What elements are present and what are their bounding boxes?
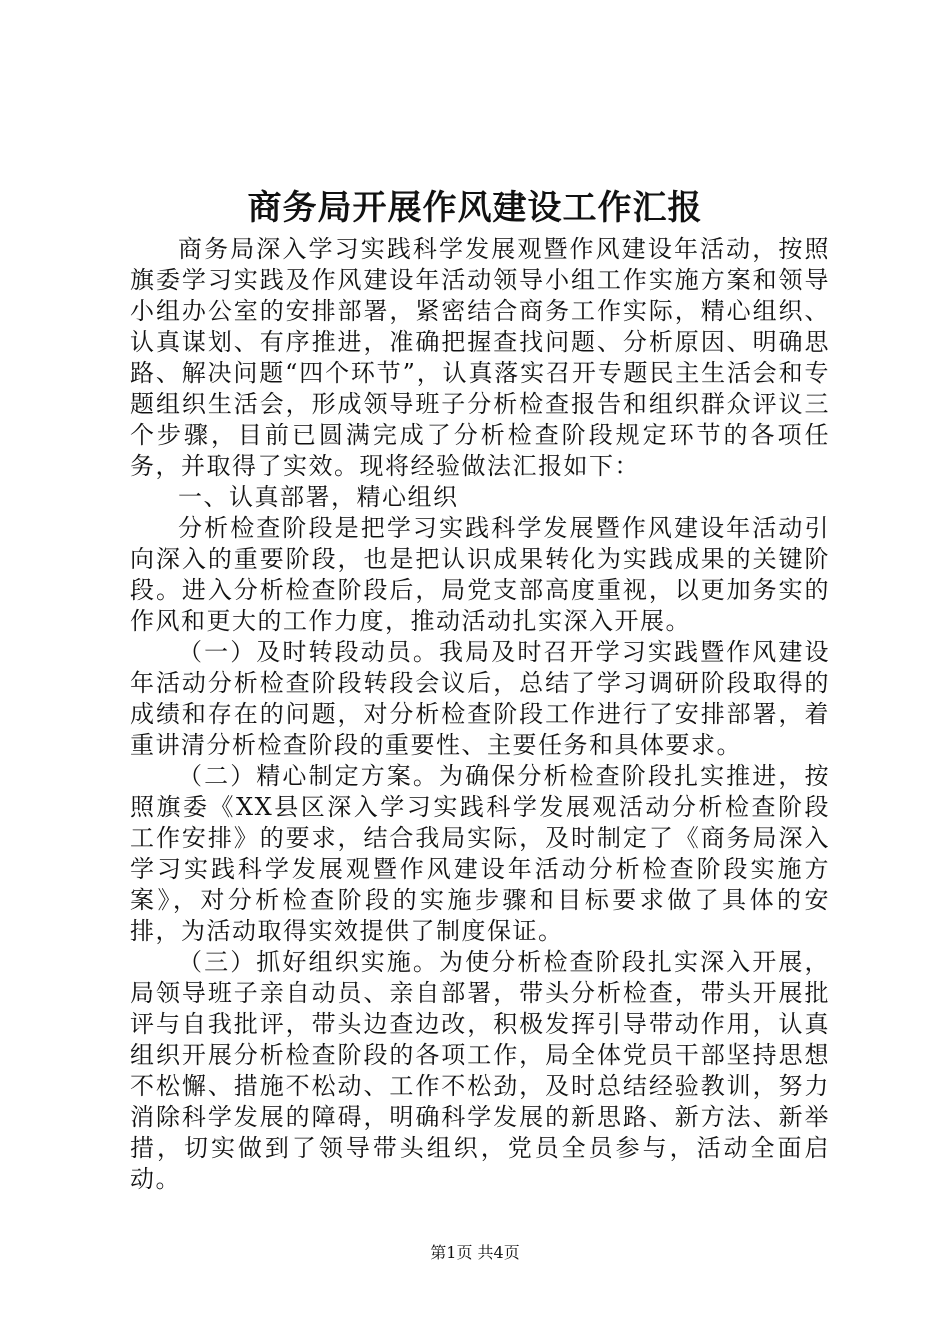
document-body — [130, 234, 830, 1195]
page-footer: 第1页 共4页 — [430, 1243, 520, 1262]
paragraph-item-1: （一）及时转段动员。我局及时召开学习实践暨作风建设年活动分析检查阶段转段会议后，总结了学习调研阶段取得的成绩和存在的问题，对分析检查阶段工作进行了安排部署，着重讲清分析检查阶段的重要性、主要任务和具体要求。 — [130, 638, 830, 759]
paragraph-item-2: （二）精心制定方案。为确保分析检查阶段扎实推进，按照旗委《XX县区深入学习实践科学发展观活动分析检查阶段工作安排》的要求，结合我局实际，及时制定了《商务局深入学习实践科学发展观暨作风建设年活动分析检查阶段实施方案》，对分析检查阶段的实施步骤和目标要求做了具体的安排，为活动取得实效提供了制度保证。 — [130, 762, 830, 945]
paragraph-section-1: 分析检查阶段是把学习实践科学发展暨作风建设年活动引向深入的重要阶段，也是把认识成果转化为实践成果的关键阶段。进入分析检查阶段后，局党支部高度重视，以更加务实的作风和更大的工作力度，推动活动扎实深入开展。 — [130, 514, 830, 635]
paragraph-intro: 商务局深入学习实践科学发展观暨作风建设年活动，按照旗委学习实践及作风建设年活动领导小组工作实施方案和领导小组办公室的安排部署，紧密结合商务工作实际，精心组织、认真谋划、有序推进，准确把握查找问题、分析原因、明确思路、解决问题“四个环节”，认真落实召开专题民主生活会和专题组织生活会，形成领导班子分析检查报告和组织群众评议三个步骤，目前已圆满完成了分析检查阶段规定环节的各项任务，并取得了实效。现将经验做法汇报如下： — [130, 235, 830, 480]
paragraph-item-3: （三）抓好组织实施。为使分析检查阶段扎实深入开展，局领导班子亲自动员、亲自部署，带头分析检查，带头开展批评与自我批评，带头边查边改，积极发挥引导带动作用，认真组织开展分析检查阶段的各项工作，局全体党员干部坚持思想不松懈、措施不松动、工作不松劲，及时总结经验教训，努力消除科学发展的障碍，明确科学发展的新思路、新方法、新举措，切实做到了领导带头组织，党员全员参与，活动全面启动。 — [130, 948, 830, 1193]
section-heading-1: 一、认真部署，精心组织 — [178, 483, 459, 511]
document-title: 商务局开展作风建设工作汇报 — [247, 188, 703, 228]
